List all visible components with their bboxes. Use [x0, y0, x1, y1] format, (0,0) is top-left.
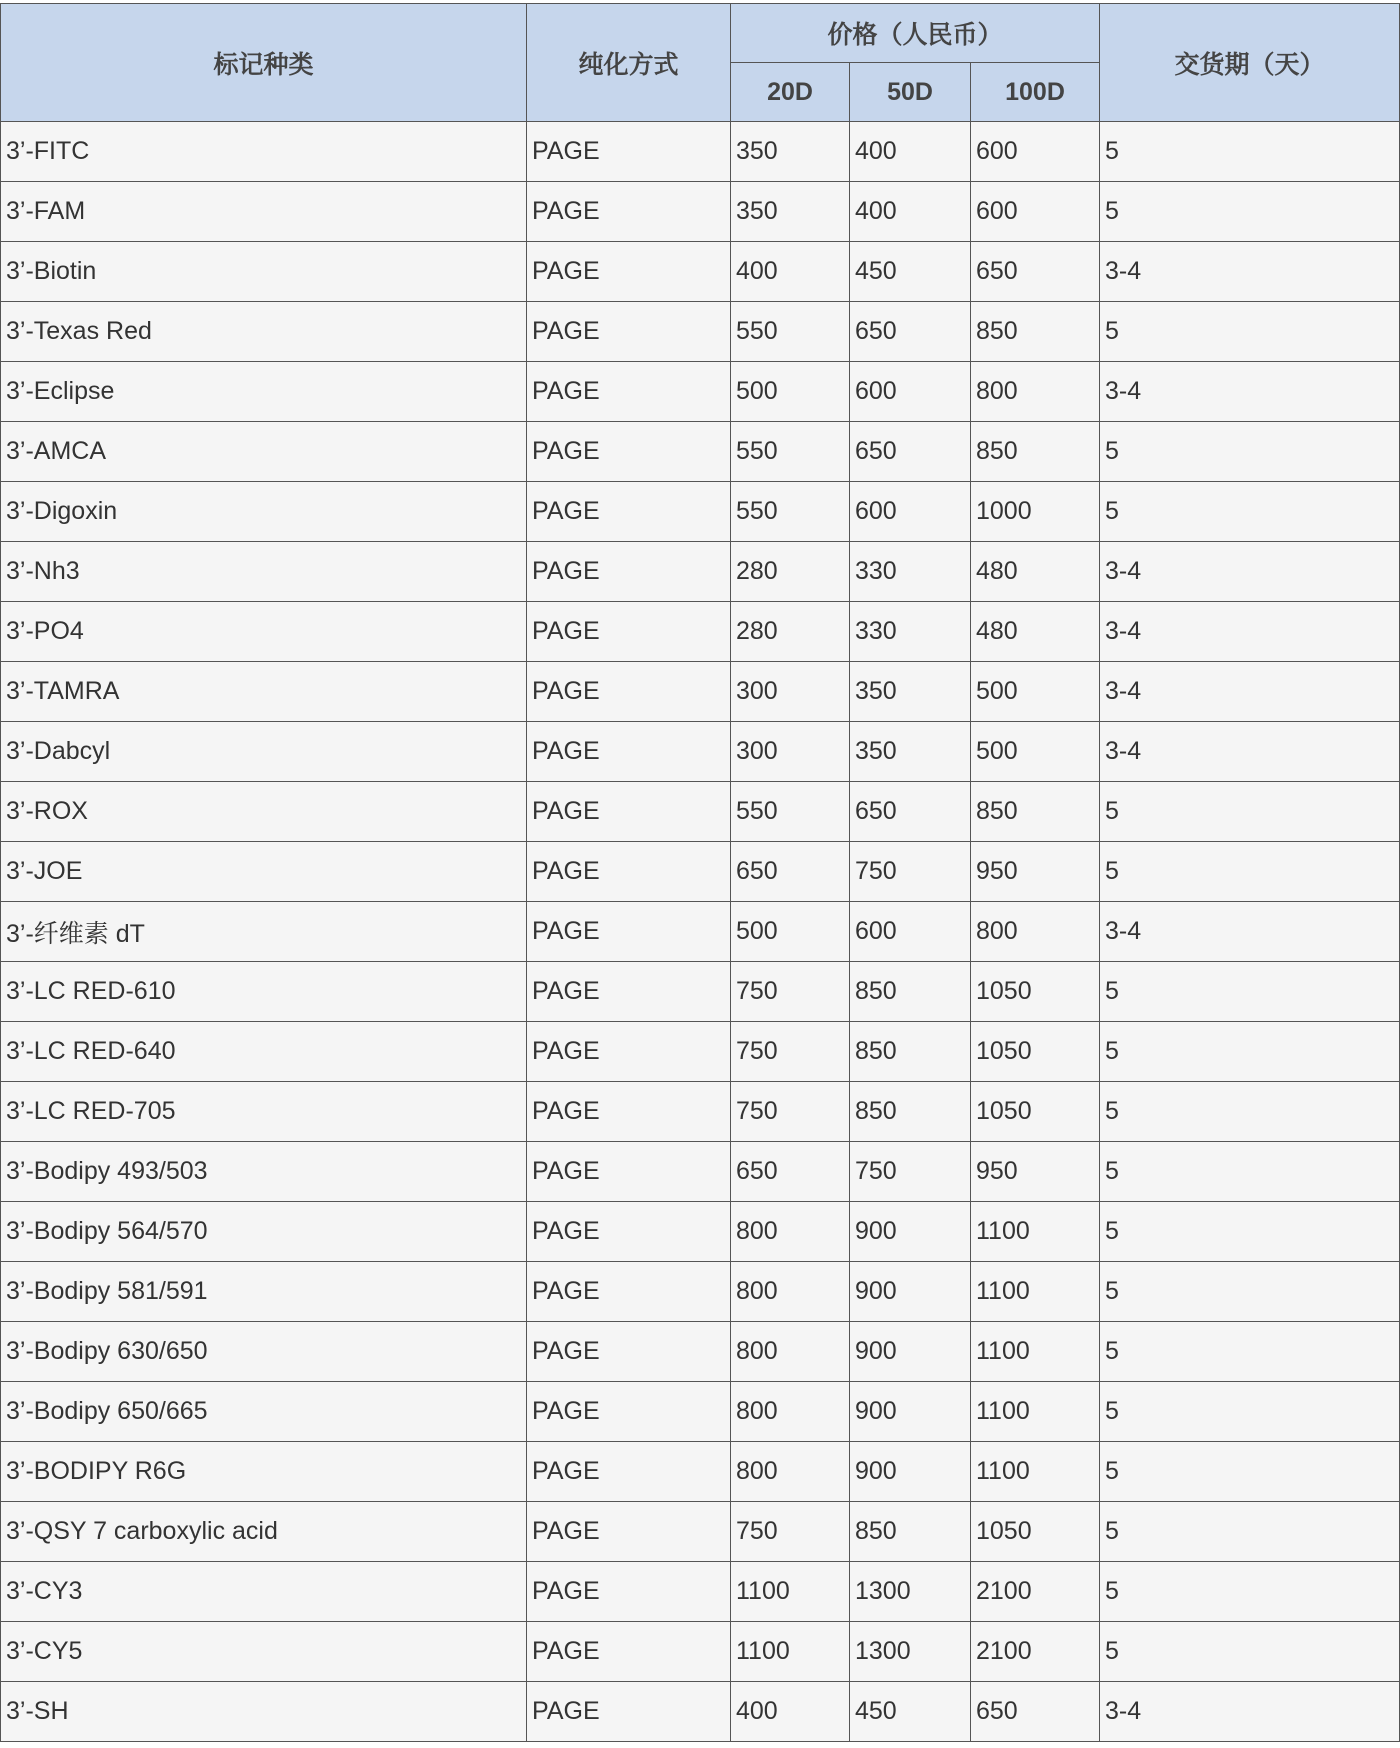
- price-20d-cell: 550: [731, 782, 850, 842]
- price-100d-cell: 800: [971, 362, 1100, 422]
- label-type-cell: 3’-QSY 7 carboxylic acid: [1, 1502, 527, 1562]
- purification-cell: PAGE: [527, 242, 731, 302]
- label-type-cell: 3’-FAM: [1, 182, 527, 242]
- price-50d-cell: 650: [850, 782, 971, 842]
- price-20d-cell: 800: [731, 1262, 850, 1322]
- purification-cell: PAGE: [527, 842, 731, 902]
- price-50d-cell: 650: [850, 422, 971, 482]
- delivery-cell: 5: [1100, 1442, 1400, 1502]
- price-100d-cell: 1100: [971, 1322, 1100, 1382]
- label-type-cell: 3’-Nh3: [1, 542, 527, 602]
- label-type-cell: 3’-Dabcyl: [1, 722, 527, 782]
- price-100d-cell: 500: [971, 722, 1100, 782]
- label-type-cell: 3’-AMCA: [1, 422, 527, 482]
- purification-cell: PAGE: [527, 1502, 731, 1562]
- price-50d-cell: 900: [850, 1382, 971, 1442]
- delivery-cell: 3-4: [1100, 722, 1400, 782]
- header-row-top: [1, 4, 1400, 63]
- label-type-cell: 3’-Texas Red: [1, 302, 527, 362]
- table-row: [1, 302, 1400, 362]
- price-100d-cell: 1000: [971, 482, 1100, 542]
- delivery-cell: 5: [1100, 1082, 1400, 1142]
- price-100d-cell: 2100: [971, 1622, 1100, 1682]
- price-50d-cell: 750: [850, 1142, 971, 1202]
- purification-cell: PAGE: [527, 542, 731, 602]
- price-50d-cell: 600: [850, 902, 971, 962]
- price-50d-cell: 400: [850, 122, 971, 182]
- delivery-cell: 5: [1100, 1562, 1400, 1622]
- delivery-cell: 3-4: [1100, 1682, 1400, 1742]
- purification-cell: PAGE: [527, 1382, 731, 1442]
- table-row: [1, 602, 1400, 662]
- price-20d-cell: 750: [731, 1022, 850, 1082]
- table-row: [1, 242, 1400, 302]
- price-50d-cell: 400: [850, 182, 971, 242]
- price-100d-cell: 1050: [971, 1022, 1100, 1082]
- header-purification: 纯化方式: [527, 4, 731, 122]
- table-row: [1, 1502, 1400, 1562]
- price-20d-cell: 280: [731, 542, 850, 602]
- purification-cell: PAGE: [527, 1202, 731, 1262]
- price-20d-cell: 550: [731, 482, 850, 542]
- price-20d-cell: 750: [731, 1082, 850, 1142]
- purification-cell: PAGE: [527, 422, 731, 482]
- purification-cell: PAGE: [527, 1322, 731, 1382]
- price-20d-cell: 350: [731, 182, 850, 242]
- purification-cell: PAGE: [527, 1022, 731, 1082]
- purification-cell: PAGE: [527, 482, 731, 542]
- table-row: [1, 1382, 1400, 1442]
- table-row: [1, 1202, 1400, 1262]
- label-type-cell: 3’-ROX: [1, 782, 527, 842]
- delivery-cell: 5: [1100, 1202, 1400, 1262]
- delivery-cell: 5: [1100, 782, 1400, 842]
- label-type-cell: 3’-纤维素 dT: [1, 902, 527, 962]
- delivery-cell: 5: [1100, 1502, 1400, 1562]
- price-50d-cell: 900: [850, 1262, 971, 1322]
- price-100d-cell: 950: [971, 842, 1100, 902]
- label-type-cell: 3’-BODIPY R6G: [1, 1442, 527, 1502]
- table-row: [1, 1022, 1400, 1082]
- purification-cell: PAGE: [527, 182, 731, 242]
- price-50d-cell: 850: [850, 1082, 971, 1142]
- delivery-cell: 5: [1100, 1622, 1400, 1682]
- price-20d-cell: 550: [731, 422, 850, 482]
- label-type-cell: 3’-FITC: [1, 122, 527, 182]
- table-row: [1, 662, 1400, 722]
- price-50d-cell: 750: [850, 842, 971, 902]
- price-table: [0, 3, 1400, 1742]
- table-row: [1, 542, 1400, 602]
- price-20d-cell: 800: [731, 1382, 850, 1442]
- purification-cell: PAGE: [527, 1262, 731, 1322]
- price-20d-cell: 300: [731, 662, 850, 722]
- delivery-cell: 5: [1100, 1262, 1400, 1322]
- price-20d-cell: 400: [731, 1682, 850, 1742]
- table-row: [1, 1622, 1400, 1682]
- price-50d-cell: 900: [850, 1442, 971, 1502]
- price-50d-cell: 900: [850, 1202, 971, 1262]
- table-row: [1, 1142, 1400, 1202]
- header-price-20d: 20D: [731, 63, 850, 122]
- price-20d-cell: 800: [731, 1202, 850, 1262]
- table-row: [1, 1562, 1400, 1622]
- table-row: [1, 722, 1400, 782]
- purification-cell: PAGE: [527, 362, 731, 422]
- table-row: [1, 1682, 1400, 1742]
- delivery-cell: 3-4: [1100, 362, 1400, 422]
- label-type-cell: 3’-Bodipy 630/650: [1, 1322, 527, 1382]
- table-row: [1, 962, 1400, 1022]
- label-type-cell: 3’-Eclipse: [1, 362, 527, 422]
- price-50d-cell: 850: [850, 962, 971, 1022]
- purification-cell: PAGE: [527, 782, 731, 842]
- label-type-cell: 3’-Bodipy 493/503: [1, 1142, 527, 1202]
- delivery-cell: 5: [1100, 122, 1400, 182]
- table-row: [1, 842, 1400, 902]
- header-label-type: 标记种类: [1, 4, 527, 122]
- table-row: [1, 362, 1400, 422]
- price-100d-cell: 480: [971, 542, 1100, 602]
- price-50d-cell: 650: [850, 302, 971, 362]
- price-50d-cell: 350: [850, 662, 971, 722]
- purification-cell: PAGE: [527, 1622, 731, 1682]
- label-type-cell: 3’-TAMRA: [1, 662, 527, 722]
- purification-cell: PAGE: [527, 1562, 731, 1622]
- price-20d-cell: 500: [731, 902, 850, 962]
- delivery-cell: 3-4: [1100, 242, 1400, 302]
- price-100d-cell: 850: [971, 302, 1100, 362]
- price-20d-cell: 800: [731, 1442, 850, 1502]
- price-100d-cell: 650: [971, 242, 1100, 302]
- price-100d-cell: 650: [971, 1682, 1100, 1742]
- price-20d-cell: 400: [731, 242, 850, 302]
- price-100d-cell: 600: [971, 182, 1100, 242]
- delivery-cell: 5: [1100, 842, 1400, 902]
- header-price-50d: 50D: [850, 63, 971, 122]
- delivery-cell: 5: [1100, 962, 1400, 1022]
- table-row: [1, 182, 1400, 242]
- table-row: [1, 422, 1400, 482]
- price-20d-cell: 300: [731, 722, 850, 782]
- label-type-cell: 3’-LC RED-610: [1, 962, 527, 1022]
- price-50d-cell: 1300: [850, 1622, 971, 1682]
- header-price-group: 价格（人民币）: [731, 4, 1100, 63]
- label-type-cell: 3’-Digoxin: [1, 482, 527, 542]
- price-100d-cell: 1100: [971, 1202, 1100, 1262]
- label-type-cell: 3’-PO4: [1, 602, 527, 662]
- purification-cell: PAGE: [527, 962, 731, 1022]
- table-row: [1, 482, 1400, 542]
- label-type-cell: 3’-Bodipy 650/665: [1, 1382, 527, 1442]
- price-100d-cell: 480: [971, 602, 1100, 662]
- purification-cell: PAGE: [527, 902, 731, 962]
- price-100d-cell: 1050: [971, 1082, 1100, 1142]
- price-100d-cell: 950: [971, 1142, 1100, 1202]
- label-type-cell: 3’-Bodipy 581/591: [1, 1262, 527, 1322]
- delivery-cell: 3-4: [1100, 602, 1400, 662]
- price-100d-cell: 500: [971, 662, 1100, 722]
- price-20d-cell: 1100: [731, 1562, 850, 1622]
- price-50d-cell: 850: [850, 1022, 971, 1082]
- purification-cell: PAGE: [527, 1142, 731, 1202]
- price-50d-cell: 450: [850, 242, 971, 302]
- price-20d-cell: 750: [731, 962, 850, 1022]
- purification-cell: PAGE: [527, 602, 731, 662]
- label-type-cell: 3’-CY3: [1, 1562, 527, 1622]
- price-50d-cell: 330: [850, 542, 971, 602]
- label-type-cell: 3’-Bodipy 564/570: [1, 1202, 527, 1262]
- table-row: [1, 1442, 1400, 1502]
- price-20d-cell: 750: [731, 1502, 850, 1562]
- price-20d-cell: 1100: [731, 1622, 850, 1682]
- delivery-cell: 3-4: [1100, 542, 1400, 602]
- purification-cell: PAGE: [527, 122, 731, 182]
- purification-cell: PAGE: [527, 302, 731, 362]
- purification-cell: PAGE: [527, 1082, 731, 1142]
- header-price-100d: 100D: [971, 63, 1100, 122]
- price-20d-cell: 500: [731, 362, 850, 422]
- delivery-cell: 5: [1100, 1322, 1400, 1382]
- price-100d-cell: 2100: [971, 1562, 1100, 1622]
- price-20d-cell: 800: [731, 1322, 850, 1382]
- price-100d-cell: 1100: [971, 1382, 1100, 1442]
- price-100d-cell: 850: [971, 422, 1100, 482]
- price-50d-cell: 330: [850, 602, 971, 662]
- price-20d-cell: 350: [731, 122, 850, 182]
- label-type-cell: 3’-LC RED-705: [1, 1082, 527, 1142]
- price-20d-cell: 550: [731, 302, 850, 362]
- delivery-cell: 3-4: [1100, 902, 1400, 962]
- delivery-cell: 3-4: [1100, 662, 1400, 722]
- price-100d-cell: 1100: [971, 1262, 1100, 1322]
- price-100d-cell: 850: [971, 782, 1100, 842]
- price-100d-cell: 1050: [971, 962, 1100, 1022]
- delivery-cell: 5: [1100, 422, 1400, 482]
- table-row: [1, 782, 1400, 842]
- price-50d-cell: 450: [850, 1682, 971, 1742]
- delivery-cell: 5: [1100, 1382, 1400, 1442]
- table-header: [1, 4, 1400, 122]
- table-row: [1, 122, 1400, 182]
- label-type-cell: 3’-JOE: [1, 842, 527, 902]
- price-100d-cell: 1100: [971, 1442, 1100, 1502]
- price-50d-cell: 350: [850, 722, 971, 782]
- price-100d-cell: 800: [971, 902, 1100, 962]
- delivery-cell: 5: [1100, 482, 1400, 542]
- delivery-cell: 5: [1100, 182, 1400, 242]
- table-row: [1, 902, 1400, 962]
- table-row: [1, 1322, 1400, 1382]
- purification-cell: PAGE: [527, 1442, 731, 1502]
- price-50d-cell: 1300: [850, 1562, 971, 1622]
- price-50d-cell: 600: [850, 362, 971, 422]
- label-type-cell: 3’-LC RED-640: [1, 1022, 527, 1082]
- delivery-cell: 5: [1100, 302, 1400, 362]
- purification-cell: PAGE: [527, 1682, 731, 1742]
- label-type-cell: 3’-CY5: [1, 1622, 527, 1682]
- table-row: [1, 1082, 1400, 1142]
- header-delivery: 交货期（天）: [1100, 4, 1400, 122]
- price-50d-cell: 850: [850, 1502, 971, 1562]
- purification-cell: PAGE: [527, 722, 731, 782]
- delivery-cell: 5: [1100, 1022, 1400, 1082]
- label-type-cell: 3’-SH: [1, 1682, 527, 1742]
- price-100d-cell: 600: [971, 122, 1100, 182]
- label-type-cell: 3’-Biotin: [1, 242, 527, 302]
- price-20d-cell: 280: [731, 602, 850, 662]
- price-100d-cell: 1050: [971, 1502, 1100, 1562]
- delivery-cell: 5: [1100, 1142, 1400, 1202]
- price-20d-cell: 650: [731, 1142, 850, 1202]
- price-20d-cell: 650: [731, 842, 850, 902]
- price-50d-cell: 900: [850, 1322, 971, 1382]
- table-row: [1, 1262, 1400, 1322]
- purification-cell: PAGE: [527, 662, 731, 722]
- table-body: [1, 122, 1400, 1742]
- price-50d-cell: 600: [850, 482, 971, 542]
